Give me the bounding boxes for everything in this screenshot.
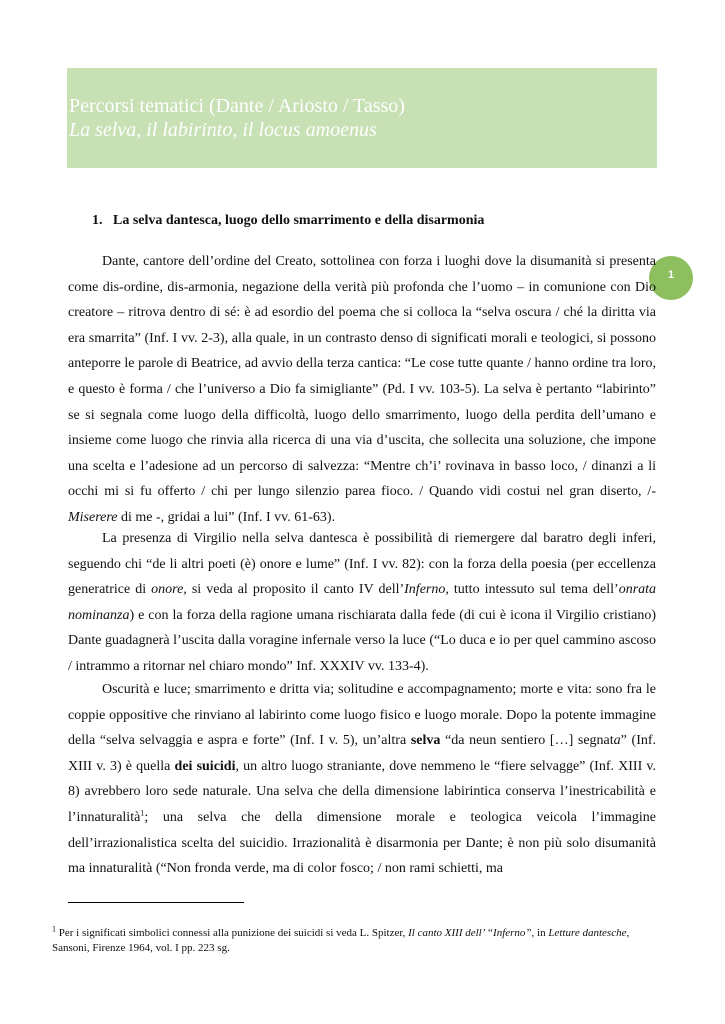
- page-number-badge: 1: [649, 256, 693, 300]
- paragraph-3-text-e: ; una selva che della dimensione morale e teologica veicola l’immagine dell’irrazionalistica scelta del suicidio. Irrazionalità è disarmonia per Dante; è non più solo disumanità ma innaturalità (“Non fronda verde, ma di color fosco; / non rami schietti, ma: [68, 809, 656, 877]
- paragraph-3-bold-c: dei suicidi: [174, 758, 236, 774]
- footnote: [52, 926, 656, 956]
- paragraph-3-text-b: “da neun sentiero […] segnat: [445, 733, 614, 749]
- paragraph-2-text-a: La presenza di Virgilio nella selva dantesca è possibilità di riemergere dal baratro degli inferi, seguendo chi “de li altri poeti (è) onore e lume” (Inf. I vv. 82): con la forza della poesia (per eccellenza generatrice di: [68, 531, 656, 598]
- paragraph-3-text-a: Oscurità e luce; smarrimento e dritta via; solitudine e accompagnamento; morte e vita: sono fra le coppie oppositive che rinviano al labirinto come luogo fisico e luogo morale. Dopo la potente immagine della “selva selvaggia e aspra e forte” (Inf. I v. 5), un’altra: [68, 682, 656, 749]
- banner-subtitle: La selva, il labirinto, il locus amoenus: [69, 119, 377, 141]
- footnote-reference[interactable]: 1: [140, 808, 145, 818]
- footnote-italic-a: Il canto XIII dell’ “Inferno”,: [408, 927, 535, 939]
- banner-title: Percorsi tematici (Dante / Ariosto / Tasso): [69, 95, 405, 117]
- paragraph-2: [68, 526, 656, 680]
- paragraph-3-text-c: ” (Inf. XIII v. 3) è quella: [68, 733, 657, 774]
- paragraph-1: [68, 249, 656, 531]
- paragraph-1-italic: Miserere: [68, 509, 118, 525]
- body-text-1: [68, 249, 656, 531]
- paragraph-3-bold-a: selva: [410, 733, 441, 749]
- paragraph-1-text: Dante, cantore dell’ordine del Creato, sottolinea con forza i luoghi dove la disumanità si presenta come dis-ordine, dis-armonia, negazione della verità più profonda che l’uomo – in comunione con Dio creatore – ritrova dentro di sé: è ad esordio del poema che si colloca la “selva oscura / ché la diritta via era smarrita” (Inf. I vv. 2-3), alla quale, in un contrasto denso di significati morali e teologici, si possono anteporre le parole di Beatrice, ad avvio della terza cantica: “Le cose tutte quante / hanno ordine tra loro, e questo è forma / che l’universo a Dio fa simigliante” (Pd. I vv. 103-5). La selva è pertanto “labirinto” se si segnala come luogo della difficoltà, luogo dello smarrimento, luogo della perdita dell’umano e insieme come luogo che rinvia alla ricerca di una via d’uscita, che sollecita una soluzione, che impone una scelta e l’adesione ad un percorso di salvezza: “Mentre ch’i’ rovinava in basso loco, / dinanzi a li occhi mi si fu offerto / chi per lungo silenzio parea fioco. / Quando vidi costui nel gran diserto, /-: [68, 254, 656, 500]
- body-text-3: [68, 677, 656, 882]
- paragraph-3-text-d: , un altro luogo straniante, dove nemmeno le “fiere selvagge” (Inf. XIII v. 8) avrebbero loro sede naturale. Una selva che della dimensione labirintica conserva l’inestricabilità e l’innaturalità: [68, 758, 656, 825]
- paragraph-2-text-d: ) e con la forza della ragione umana rischiarata dalla fede (di cui è icona il Virgilio cristiano) Dante guadagnerà l’uscita dalla voragine infernale verso la luce (“Lo duca e io per quel cammino ascoso / intrammo a ritornar nel chiaro mondo” Inf. XXXIV vv. 133-4).: [68, 607, 656, 674]
- paragraph-2-italic-a: onore,: [151, 582, 187, 598]
- footnote-separator: [68, 902, 244, 903]
- paragraph-3: [68, 677, 656, 882]
- footnote-text-c: Sansoni, Firenze 1964, vol. I pp. 223 sg.: [52, 942, 230, 954]
- paragraph-2-italic-b: Inferno,: [404, 582, 449, 598]
- paragraph-2-text-b: si veda al proposito il canto IV dell’: [191, 582, 405, 598]
- paragraph-3-italic-b: a: [613, 733, 621, 749]
- section-heading: 1. La selva dantesca, luogo dello smarrimento e della disarmonia: [92, 213, 485, 228]
- footnote-text-a: Per i significati simbolici connessi alla punizione dei suicidi si veda L. Spitzer,: [58, 927, 406, 939]
- footnote-number: 1: [52, 924, 56, 934]
- title-banner: [67, 68, 657, 168]
- body-text-2: [68, 526, 656, 680]
- footnote-text-b: in: [537, 927, 546, 939]
- paragraph-2-italic-c: onrata nominanza: [68, 582, 657, 623]
- footnote-italic-b: Letture dantesche,: [548, 927, 630, 939]
- paragraph-2-text-c: tutto intessuto sul tema dell’: [453, 582, 619, 598]
- paragraph-1-end: di me -, gridai a lui” (Inf. I vv. 61-63).: [121, 509, 336, 525]
